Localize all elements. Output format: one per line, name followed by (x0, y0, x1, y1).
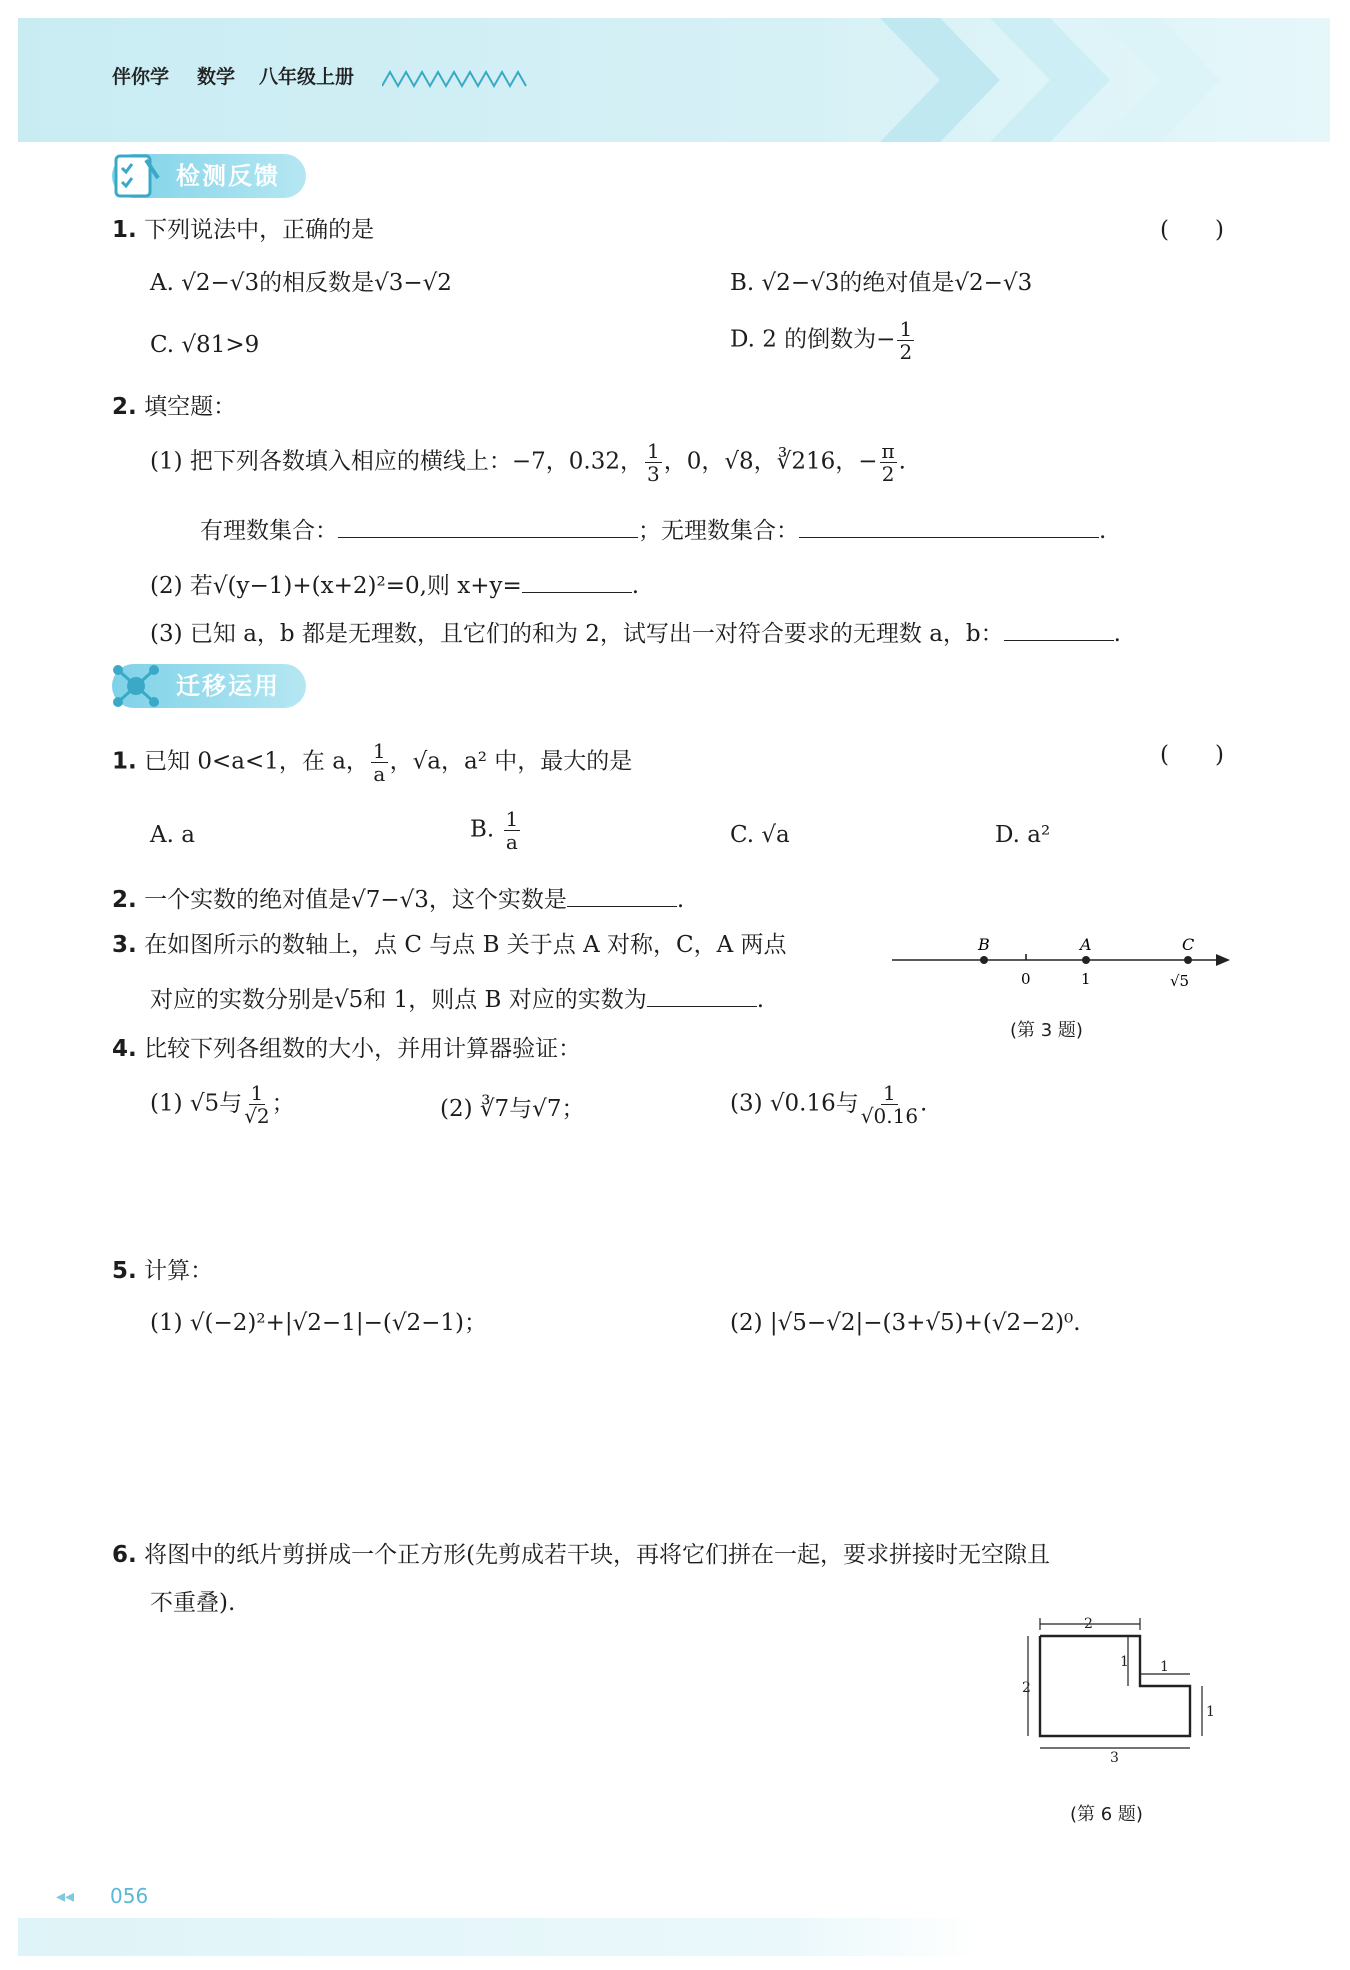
s2-q6-line1: 6. 将图中的纸片剪拼成一个正方形(先剪成若干块，再将它们拼在一起，要求拼接时无空隙且 (112, 1542, 1051, 1568)
s2-q1-option-d: D. a² (995, 822, 1051, 848)
question-number: 3. (112, 932, 137, 958)
s1-q2-part2: (2) 若√(y−1)+(x+2)²=0,则 x+y= . (150, 570, 639, 601)
arrow-right-icon (1216, 954, 1230, 966)
s1-q1-option-a: A. √2−√3的相反数是√3−√2 (150, 270, 452, 296)
s2-q4: 4. 比较下列各组数的大小，并用计算器验证： (112, 1036, 582, 1062)
point-c (1184, 956, 1192, 964)
s2-q5: 5. 计算： (112, 1258, 214, 1284)
s1-q1-option-c: C. √81>9 (150, 332, 260, 358)
question-text: 下列说法中，正确的是 (144, 217, 375, 243)
label-b: B (978, 935, 990, 954)
s1-q1-option-b: B. √2−√3的绝对值是√2−√3 (730, 270, 1033, 296)
label-c: C (1182, 935, 1195, 954)
dim-left: 2 (1022, 1680, 1031, 1696)
s2-q1-option-b: B. $\frac{1}{a}$ (470, 807, 519, 854)
s2-q4-part3: (3) √0.16与 $\frac{1}{√0.16}$ . (730, 1081, 928, 1128)
header-subject: 数学 (197, 66, 236, 88)
question-text: 填空题： (144, 394, 237, 420)
point-b (980, 956, 988, 964)
header-chevron-decoration (880, 18, 1310, 142)
s1-q1-option-d: D. 2 的倒数为− $\frac{1}{2}$ (730, 317, 913, 364)
s2-q6-line2: 不重叠). (150, 1590, 236, 1616)
number-line-figure (890, 928, 1240, 998)
paper-shape-figure (1020, 1616, 1220, 1776)
s1-q2 (112, 392, 236, 422)
s1-q2-sets: 有理数集合： ；无理数集合： . (200, 515, 1106, 546)
dim-step-h: 1 (1120, 1654, 1129, 1670)
header-zigzag-decoration (382, 70, 530, 88)
irrational-set-label: ；无理数集合： (638, 518, 799, 544)
question-number: 1. (112, 217, 137, 243)
s2-q1-option-a: A. a (150, 822, 195, 848)
footer-band (18, 1918, 978, 1956)
s2-q4-part2: (2) ∛7与√7； (440, 1096, 585, 1122)
fig3-caption: (第 3 题) (1010, 1020, 1083, 1041)
s2-q1-option-c: C. √a (730, 822, 790, 848)
question-number: 4. (112, 1036, 137, 1062)
dim-top: 2 (1084, 1616, 1093, 1632)
question-number: 6. (112, 1542, 137, 1568)
s1-q2-part1: (1) 把下列各数填入相应的横线上：−7，0.32， $\frac{1}{3}$ ，0，√8，∛216，− $\frac{\pi}{2}$ . (150, 439, 906, 486)
dim-right: 1 (1206, 1704, 1215, 1720)
answer-blank[interactable] (567, 884, 677, 907)
tick-label-sqrt5: √5 (1170, 972, 1190, 990)
answer-blank[interactable] (522, 570, 632, 593)
s2-q3-line1: 3. 在如图所示的数轴上，点 C 与点 B 关于点 A 对称，C，A 两点 (112, 932, 787, 958)
fraction: $\frac{1}{2}$ (899, 317, 913, 364)
section-title-transfer: 迁移运用 (112, 664, 306, 708)
s2-q3-line2: 对应的实数分别是√5和 1，则点 B 对应的实数为 . (150, 984, 764, 1015)
label-a: A (1080, 935, 1092, 954)
header-grade: 八年级上册 (259, 66, 355, 88)
point-a (1082, 956, 1090, 964)
irrational-set-blank[interactable] (799, 515, 1099, 538)
question-number: 2. (112, 887, 137, 913)
tick-label-1: 1 (1081, 970, 1091, 988)
paper-outline (1040, 1636, 1190, 1736)
s2-q2: 2. 一个实数的绝对值是√7−√3，这个实数是 . (112, 884, 684, 915)
s1-q1-answer-paren: ( ) (1160, 217, 1224, 243)
s1-q1 (112, 215, 374, 245)
tick-label-0: 0 (1021, 970, 1031, 988)
s2-q5-part1: (1) √(−2)²+|√2−1|−(√2−1)； (150, 1310, 487, 1336)
question-number: 5. (112, 1258, 137, 1284)
checklist-icon (110, 150, 162, 202)
s2-q4-part1: (1) √5与 $\frac{1}{√2}$ ； (150, 1081, 295, 1128)
answer-blank[interactable] (647, 984, 757, 1007)
dim-step-w: 1 (1160, 1659, 1169, 1675)
question-number: 2. (112, 394, 137, 420)
rational-set-label: 有理数集合： (200, 518, 338, 544)
fig6-caption: (第 6 题) (1070, 1804, 1143, 1825)
answer-blank[interactable] (1004, 618, 1114, 641)
page-number: 056 (110, 1884, 149, 1908)
s2-q5-part2: (2) |√5−√2|−(3+√5)+(√2−2)⁰. (730, 1310, 1081, 1336)
molecule-icon (108, 660, 164, 712)
s2-q1-answer-paren: ( ) (1160, 742, 1224, 768)
s1-q2-part3: (3) 已知 a，b 都是无理数，且它们的和为 2，试写出一对符合要求的无理数 a，b： . (150, 618, 1121, 649)
question-number: 1. (112, 748, 137, 775)
dim-bottom: 3 (1110, 1750, 1119, 1766)
section-title-detection: 检测反馈 (112, 154, 306, 198)
rational-set-blank[interactable] (338, 515, 638, 538)
header-book: 伴你学 (112, 66, 170, 88)
s2-q1: 1. 已知 0<a<1，在 a， $\frac{1}{a}$ ，√a，a² 中，最大的是 (112, 739, 633, 786)
footer-arrow-icon: ◂◂ (56, 1886, 75, 1907)
